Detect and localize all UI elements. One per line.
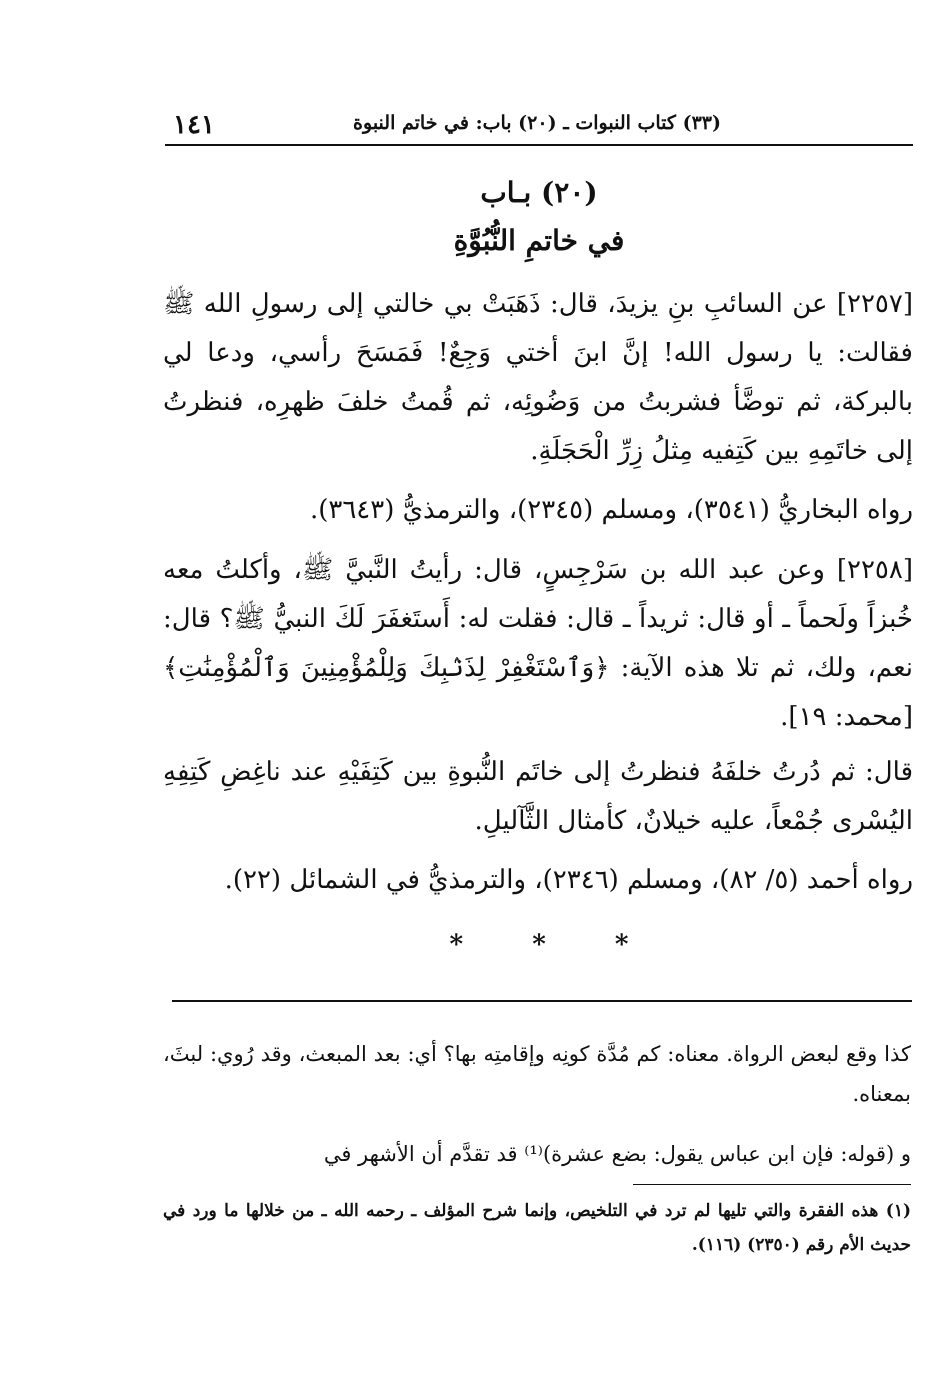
commentary-paragraph: و (قوله: فإن ابن عباس يقول: بضع عشرة)⁽¹⁾ قد تقدَّم أن الأشهر في xyxy=(323,1142,911,1166)
commentary-rule xyxy=(172,1000,912,1002)
star-ornament: * xyxy=(449,930,464,960)
star-ornament: * xyxy=(614,930,629,960)
running-header xyxy=(165,104,913,140)
star-ornament: * xyxy=(532,930,546,960)
hadith-2258-sources: رواه أحمد (٥/ ٨٢)، ومسلم (٢٣٤٦)، والترمذيُّ في الشمائل (٢٢). xyxy=(224,865,913,895)
running-title: (٣٣) كتاب النبوات ـ (٢٠) باب: في خاتم النبوة xyxy=(353,112,721,134)
section-divider-stars xyxy=(165,930,913,960)
footnote: (١) هذه الفقرة والتي تليها لم ترد في التلخيص، وإنما شرح المؤلف ـ رحمه الله ـ من خلالها ما ورد في حديث الأم رقم (٢٣٥٠) (١١٦). xyxy=(163,1201,911,1255)
hadith-2258-continuation: قال: ثم دُرتُ خلفَهُ فنظرتُ إلى خاتَم النُّبوةِ بين كَتِفَيْهِ عند ناغِضِ كَتِفِهِ اليُسْرى جُمْعاً، عليه خيلانٌ، كأمثال الثَّآليلِ. xyxy=(163,757,913,836)
commentary-paragraph: كذا وقع لبعض الرواة. معناه: كم مُدَّة كونِه وإقامتِه بها؟ أي: بعد المبعث، وقد رُوي: لبثَ، بمعناه. xyxy=(163,1042,911,1106)
page-number: ١٤١ xyxy=(173,110,215,140)
footnote-rule xyxy=(633,1184,911,1185)
hadith-2257: [٢٢٥٧] عن السائبِ بنِ يزيدَ، قال: ذَهَبَتْ بي خالتي إلى رسولِ الله ﷺ فقالت: يا رسول الله! إنَّ ابنَ أختي وَجِعٌ! فَمَسَحَ رأسي، ودعا لي بالبركة، ثم توضَّأ فشربتُ من وَضُوئِه، ثم قُمتُ خلفَ ظهرِه، فنظرتُ إلى خاتَمِهِ بين كَتِفيه مِثلُ زِرِّ الْحَجَلَةِ. xyxy=(163,289,913,466)
hadith-2257-sources: رواه البخاريُّ (٣٥٤١)، ومسلم (٢٣٤٥)، والترمذيُّ (٣٦٤٣). xyxy=(309,495,913,525)
header-rule xyxy=(165,144,913,146)
chapter-number: (٢٠) بـاب xyxy=(480,176,598,209)
chapter-title: في خاتمِ النُّبُوَّةِ xyxy=(453,224,625,257)
hadith-2258: [٢٢٥٨] وعن عبد الله بن سَرْجِسٍ، قال: رأيتُ النَّبيَّ ﷺ، وأكلتُ معه خُبزاً ولَحماً ـ أو قال: ثريداً ـ قال: فقلت له: أَستَغفَرَ لَكَ النبيُّ ﷺ؟ قال: نعم، ولك، ثم تلا هذه الآية: ﴿وَٱسْتَغْفِرْ لِذَنۢبِكَ وَلِلْمُؤْمِنِينَ وَٱلْمُؤْمِنَٰتِ﴾ [محمد: ١٩]. xyxy=(163,555,913,732)
